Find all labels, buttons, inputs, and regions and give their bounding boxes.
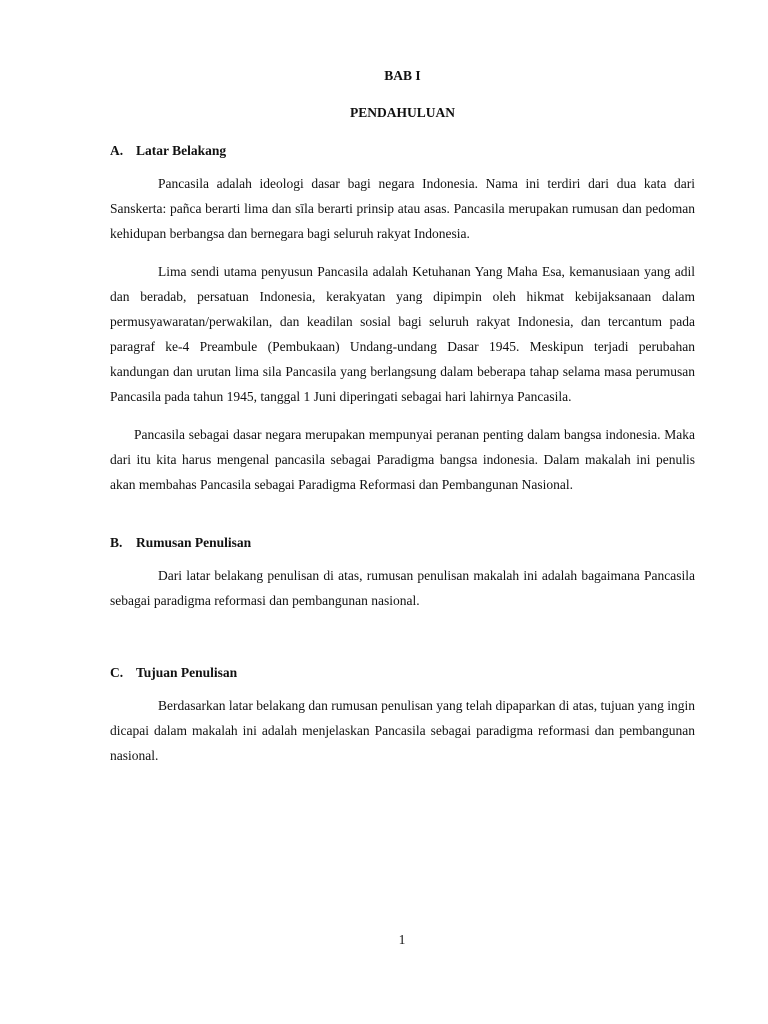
- section-marker: A.: [110, 143, 124, 158]
- paragraph: Pancasila adalah ideologi dasar bagi negara Indonesia. Nama ini terdiri dari dua kata dari Sanskerta: pañca berarti lima dan sīla berarti prinsip atau asas. Pancasila merupakan rumusan dan pedoman kehidupan berbangsa dan bernegara bagi seluruh rakyat Indonesia.: [110, 176, 695, 241]
- section-marker: C.: [110, 665, 124, 680]
- document-content: [110, 68, 695, 768]
- section-heading-latar-belakang: [110, 143, 695, 159]
- section-title: Latar Belakang: [136, 143, 227, 158]
- section-title: Rumusan Penulisan: [136, 535, 252, 550]
- page-number: 1: [398, 932, 406, 947]
- chapter-title: PENDAHULUAN: [349, 105, 455, 120]
- paragraph: Berdasarkan latar belakang dan rumusan penulisan yang telah dipaparkan di atas, tujuan yang ingin dicapai dalam makalah ini adalah menjelaskan Pancasila sebagai paradigma reformasi dan pembangunan nasional.: [110, 698, 695, 763]
- section-title: Tujuan Penulisan: [136, 665, 238, 680]
- section-heading-rumusan-penulisan: [110, 535, 695, 551]
- paragraph: Dari latar belakang penulisan di atas, rumusan penulisan makalah ini adalah bagaimana Pancasila sebagai paradigma reformasi dan pembangunan nasional.: [110, 568, 695, 608]
- paragraph: Lima sendi utama penyusun Pancasila adalah Ketuhanan Yang Maha Esa, kemanusiaan yang adil dan beradab, persatuan Indonesia, kerakyatan yang dipimpin oleh hikmat kebijaksanaan dalam permusyawaratan/perwakilan, dan keadilan sosial bagi seluruh rakyat Indonesia, dan tercantum pada paragraf ke-4 Preambule (Pembukaan) Undang-undang Dasar 1945. Meskipun terjadi perubahan kandungan dan urutan lima sila Pancasila yang berlangsung dalam beberapa tahap selama masa perumusan Pancasila pada tahun 1945, tanggal 1 Juni diperingati sebagai hari lahirnya Pancasila.: [110, 264, 695, 404]
- chapter-number: BAB I: [384, 68, 421, 83]
- section-marker: B.: [110, 535, 123, 550]
- section-heading-tujuan-penulisan: [110, 665, 695, 681]
- paragraph: Pancasila sebagai dasar negara merupakan mempunyai peranan penting dalam bangsa indonesia. Maka dari itu kita harus mengenal pancasila sebagai Paradigma bangsa indonesia. Dalam makalah ini penulis akan membahas Pancasila sebagai Paradigma Reformasi dan Pembangunan Nasional.: [110, 427, 695, 492]
